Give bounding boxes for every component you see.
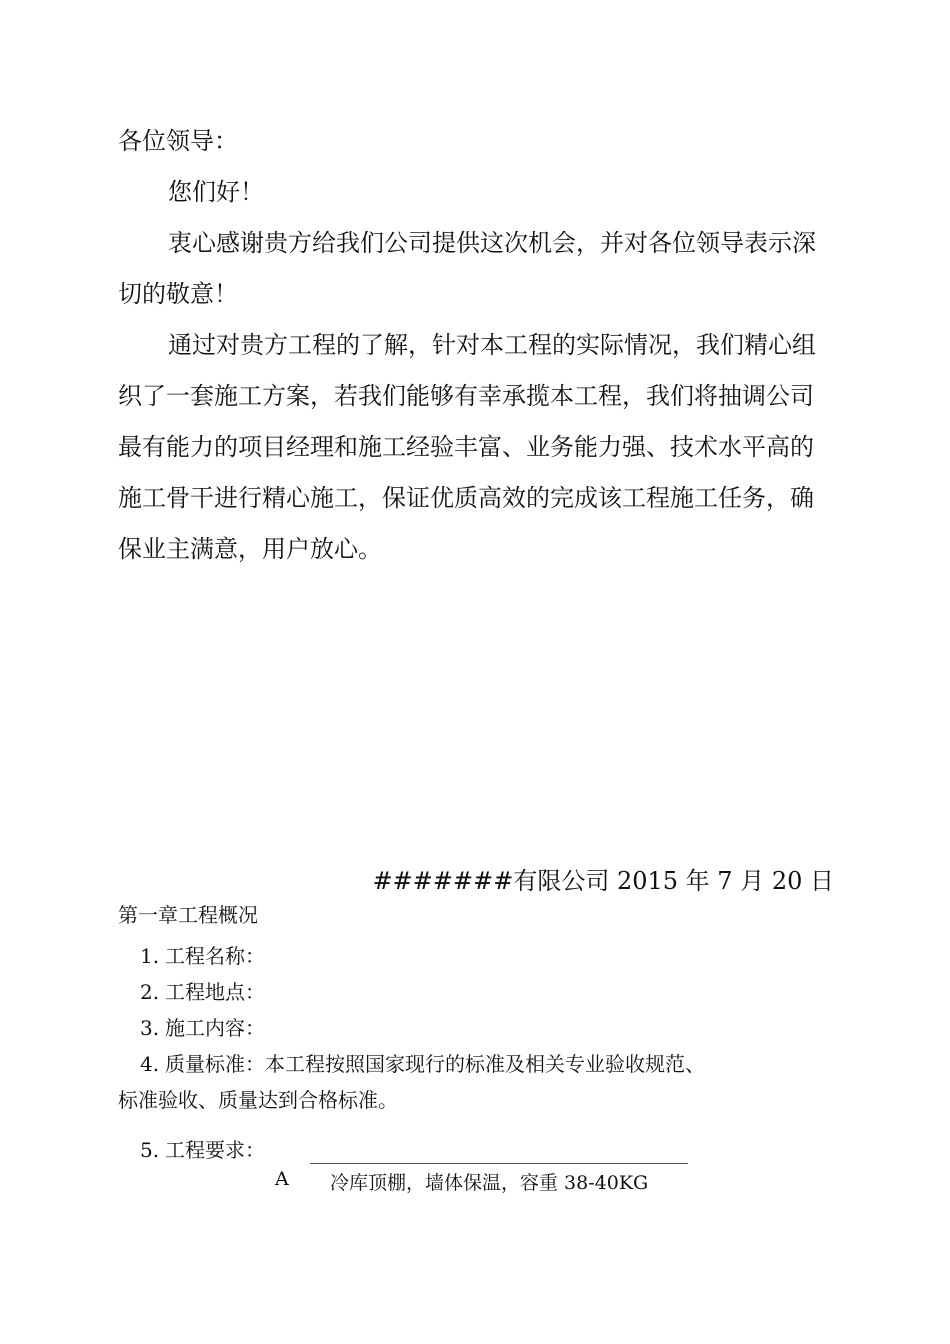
list-text: 工程地点： xyxy=(165,980,265,1004)
table-cell-description: 冷库顶棚，墙体保温，容重 38-40KG xyxy=(330,1172,649,1194)
list-text: 工程名称： xyxy=(165,944,265,968)
list-item xyxy=(118,974,818,1010)
letter-paragraph-1: 衷心感谢贵方给我们公司提供这次机会，并对各位领导表示深切的敬意！ xyxy=(118,229,816,308)
table-cell-label: A xyxy=(275,1168,289,1190)
list-text: 施工内容： xyxy=(165,1016,265,1040)
chapter-title: 第一章工程概况 xyxy=(118,903,258,927)
list-number: 5. xyxy=(140,1138,160,1162)
salutation: 各位领导： xyxy=(118,127,238,155)
list-item xyxy=(118,1046,818,1082)
list-number: 4. xyxy=(140,1052,160,1076)
list-text: 质量标准：本工程按照国家现行的标准及相关专业验收规范、 xyxy=(165,1052,705,1076)
project-overview-list xyxy=(118,938,818,1168)
list-text: 工程要求： xyxy=(165,1138,265,1162)
list-number: 2. xyxy=(140,980,160,1004)
requirements-table xyxy=(270,1160,690,1220)
list-item xyxy=(118,938,818,974)
signature-line: #######有限公司 2015 年 7 月 20 日 xyxy=(372,867,834,895)
list-number: 3. xyxy=(140,1016,160,1040)
list-item xyxy=(118,1010,818,1046)
list-number: 1. xyxy=(140,944,160,968)
cover-letter xyxy=(118,116,834,575)
letter-paragraph-2: 通过对贵方工程的了解，针对本工程的实际情况，我们精心组织了一套施工方案，若我们能够有幸承揽本工程，我们将抽调公司最有能力的项目经理和施工经验丰富、业务能力强、技术水平高的施工骨干进行精心施工，保证优质高效的完成该工程施工任务，确保业主满意，用户放心。 xyxy=(118,331,816,563)
greeting: 您们好！ xyxy=(168,178,264,206)
table-rule xyxy=(310,1163,688,1164)
list-item-continuation: 标准验收、质量达到合格标准。 xyxy=(118,1088,398,1112)
